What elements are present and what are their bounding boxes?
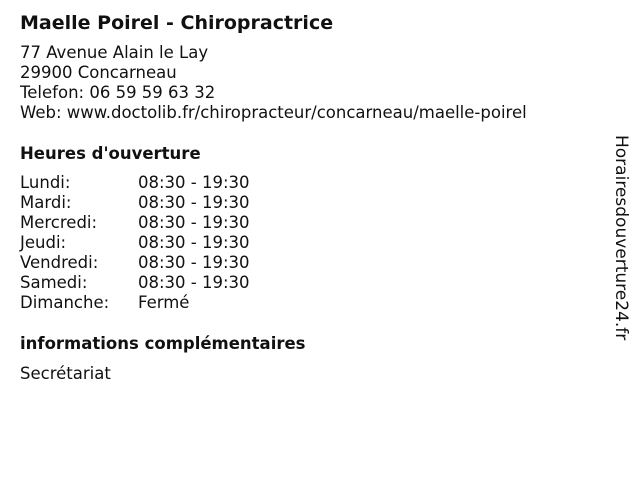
site-watermark: Horairesdouverture24.fr xyxy=(611,135,631,341)
day-label: Jeudi: xyxy=(20,233,67,252)
time-range: 08:30 - 19:30 xyxy=(138,233,250,252)
time-range: Fermé xyxy=(138,293,190,312)
day-label: Lundi: xyxy=(20,173,71,192)
additional-info-text: Secrétariat xyxy=(20,364,111,383)
time-range: 08:30 - 19:30 xyxy=(138,273,250,292)
address-block xyxy=(20,43,527,123)
opening-hours-table xyxy=(20,173,250,313)
additional-info-heading: informations complémentaires xyxy=(20,334,306,353)
website: Web: www.doctolib.fr/chiropracteur/concarneau/maelle-poirel xyxy=(20,103,527,122)
hours-row-monday xyxy=(20,173,250,193)
hours-row-saturday xyxy=(20,273,250,293)
time-range: 08:30 - 19:30 xyxy=(138,253,250,272)
day-label: Samedi: xyxy=(20,273,88,292)
day-label: Vendredi: xyxy=(20,253,99,272)
street-address: 77 Avenue Alain le Lay xyxy=(20,43,209,62)
opening-hours-heading: Heures d'ouverture xyxy=(20,144,201,163)
hours-row-friday xyxy=(20,253,250,273)
hours-row-wednesday xyxy=(20,213,250,233)
time-range: 08:30 - 19:30 xyxy=(138,193,250,212)
time-range: 08:30 - 19:30 xyxy=(138,213,250,232)
hours-row-sunday xyxy=(20,293,250,313)
time-range: 08:30 - 19:30 xyxy=(138,173,250,192)
day-label: Mercredi: xyxy=(20,213,98,232)
business-name: Maelle Poirel - Chiropractrice xyxy=(20,12,334,34)
phone-number: Telefon: 06 59 59 63 32 xyxy=(20,83,216,102)
day-label: Mardi: xyxy=(20,193,72,212)
hours-row-tuesday xyxy=(20,193,250,213)
day-label: Dimanche: xyxy=(20,293,110,312)
city: 29900 Concarneau xyxy=(20,63,177,82)
hours-row-thursday xyxy=(20,233,250,253)
